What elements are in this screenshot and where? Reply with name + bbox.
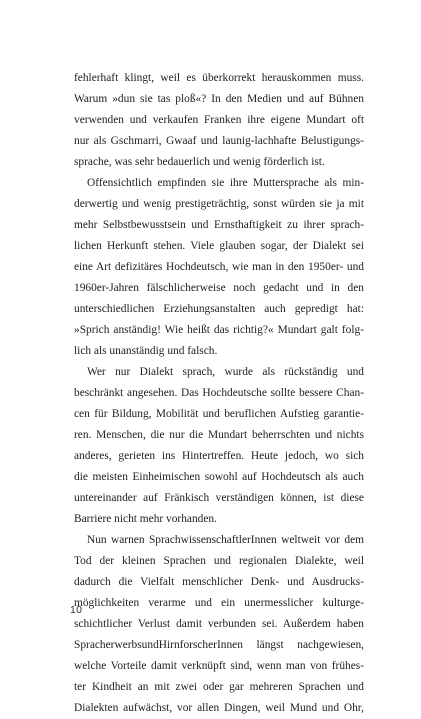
text-line: 1960er-Jahren fälschlicherweise noch gedacht und in den [74,282,364,294]
text-line: schichtlicher Verlust damit verbunden sei. Außerdem haben [74,618,364,630]
text-line: dadurch die Vielfalt menschlicher Denk- und Ausdrucks- [74,576,364,588]
text-line: fehlerhaft klingt, weil es überkorrekt herauskommen muss. [74,72,364,84]
text-line: »Sprich anständig! Wie heißt das richtig?« Mundart galt folg- [74,324,364,336]
text-line: anderes, gerieten ins Hintertreffen. Heute jedoch, wo sich [74,450,364,462]
text-line: eine Art defizitäres Hochdeutsch, wie man in den 1950er- und [74,261,364,273]
text-line: beschränkt angesehen. Das Hochdeutsche sollte bessere Chan- [74,387,364,399]
text-line: ter Kindheit an mit zwei oder gar mehreren Sprachen und [74,681,364,693]
text-line: Tod der kleinen Sprachen und regionalen Dialekte, weil [74,555,364,567]
text-line: unterschiedlichen Erziehungsanstalten auch gepredigt hat: [74,303,364,315]
text-line: Nun warnen SprachwissenschaftlerInnen weltweit vor dem [87,534,364,546]
text-line: Dialekten aufwächst, vor allen Dingen, weil Mund und Ohr, [74,702,364,714]
text-line: verwenden und verkaufen Franken ihre eigene Mundart oft [74,114,364,126]
text-line: lichen Herkunft stehen. Viele glauben sogar, der Dialekt sei [74,240,364,252]
text-line: möglichkeiten verarme und ein unermesslicher kulturge- [74,597,364,609]
text-line: mehr Selbstbewusstsein und Ernsthaftigkeit zu ihrer sprach- [74,219,364,231]
text-line: cen für Bildung, Mobilität und beruflichen Aufstieg garantie- [74,408,364,420]
text-line: ren. Menschen, die nur die Mundart beherrschten und nichts [74,429,364,441]
text-line: derwertig und wenig prestigeträchtig, sonst würden sie ja mit [74,198,364,210]
text-line: welche Vorteile damit verknüpft sind, wenn man von frühes- [74,660,364,672]
body-text [74,68,364,719]
text-line: Warum »dun sie tas ploß«? In den Medien und auf Bühnen [74,93,364,105]
page-number: 10 [70,604,83,616]
text-line: Barriere nicht mehr vorhanden. [74,513,217,525]
text-line: Wer nur Dialekt sprach, wurde als rückständig und [87,366,364,378]
text-line: Offensichtlich empfinden sie ihre Muttersprache als min- [87,177,364,189]
text-line: SpracherwerbsundHirnforscherInnen längst nachgewiesen, [74,639,364,651]
text-line: die meisten Einheimischen sowohl auf Hochdeutsch als auch [74,471,364,483]
text-line: untereinander auf Fränkisch verständigen können, ist diese [74,492,364,504]
text-line: nur als Gschmarri, Gwaaf und launig-lachhafte Belustigungs- [74,135,364,147]
text-line: lich als unanständig und falsch. [74,345,218,357]
text-line: sprache, was sehr bedauerlich und wenig förderlich ist. [74,156,325,168]
